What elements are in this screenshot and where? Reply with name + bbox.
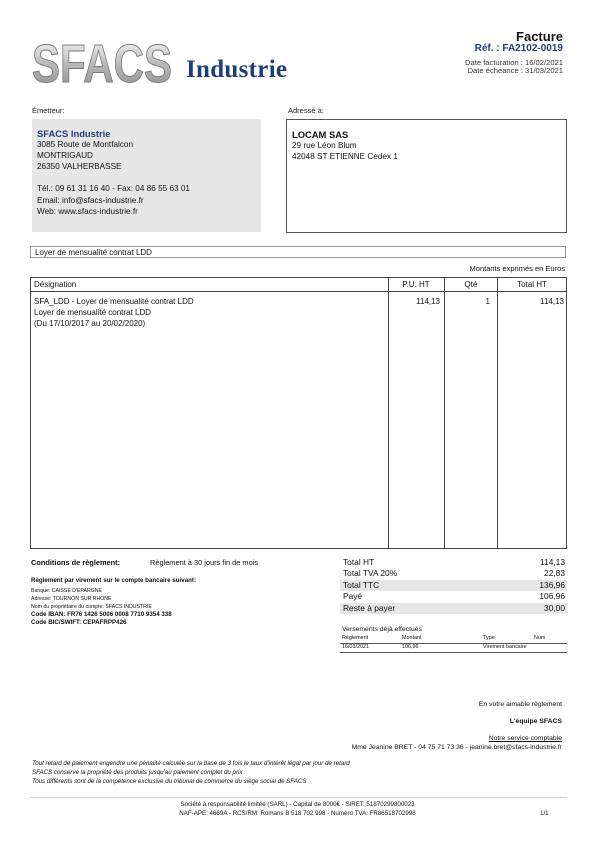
account-owner: Nom du propriétaire du compte: SFACS INDUSTRIE [31, 604, 152, 610]
payment-date: 16/03/2021 [342, 644, 369, 650]
item-description-1: SFA_LDD - Loyer de mensualité contrat LDD [34, 297, 194, 306]
signoff-greeting: En votre aimable règlement [478, 701, 562, 708]
emitter-address-1: 3085 Route de Montfalcon [37, 140, 134, 149]
total-ttc-row [340, 580, 567, 591]
item-quantity: 1 [485, 297, 490, 306]
header-designation: Désignation [34, 280, 77, 289]
invoice-title: Facture [516, 29, 563, 44]
payments-header-num: Num [534, 635, 546, 641]
invoice-date: Date facturation : 16/02/2021 [465, 58, 563, 67]
bank-address: Adresse: TOURNON SUR RHONE [31, 596, 112, 602]
payments-header-type: Type [483, 635, 495, 641]
payment-row [340, 644, 567, 653]
total-tva-value: 22,83 [544, 568, 565, 579]
recipient-label: Adressé à: [288, 106, 324, 115]
signoff-team: L'équipe SFACS [509, 718, 562, 725]
total-ht-value: 114,13 [540, 557, 565, 567]
payments-header-date: Règlement [342, 635, 369, 641]
emitter-address-3: 26350 VALHERBASSE [37, 162, 122, 171]
payments-title: Versements déjà effectués [342, 626, 422, 633]
payments-header-amount: Montant [402, 635, 422, 641]
invoice-subject: Loyer de mensualité contrat LDD [30, 246, 566, 258]
paid-value: 106,96 [539, 591, 565, 602]
logo-industrie-text: Industrie [186, 56, 288, 83]
emitter-phone: Tél.: 09 61 31 16 40 - Fax: 04 86 55 63 01 [37, 184, 190, 193]
emitter-box [32, 119, 261, 232]
payments-header [340, 635, 567, 644]
logo-sfacs-text: SFACS [32, 34, 172, 94]
page-number: 1/1 [540, 810, 549, 817]
total-ttc-value: 136,96 [539, 579, 565, 590]
payment-type: Virement bancaire [483, 644, 527, 650]
recipient-name: LOCAM SAS [292, 129, 349, 140]
line-items-table [30, 277, 567, 549]
iban-code: Code IBAN: FR76 1426 5006 0008 7710 9354 338 [31, 611, 172, 618]
bank-transfer-title: Règlement par virement sur le compte bancaire suivant: [31, 577, 197, 584]
legal-ownership: SFACS conserve la propriété des produits jusqu'au paiement complet du prix [32, 769, 243, 776]
paid-label: Payé [343, 591, 363, 602]
emitter-email: Email: info@sfacs-industrie.fr [37, 196, 144, 205]
item-total: 114,13 [540, 297, 564, 306]
footer-divider [30, 797, 567, 798]
footer-registration: NAF-APE: 4669A - RCS/RM: Romans B 518 702 998 - Numéro TVA: FR86518702998 [179, 810, 416, 817]
signoff-service: Notre service comptable [488, 735, 562, 742]
paid-row [340, 591, 567, 602]
payment-amount: 106,96 [402, 644, 419, 650]
currency-note: Montants exprimés en Euros [469, 264, 565, 273]
total-tva-row [340, 568, 567, 579]
remaining-label: Reste à payer [343, 602, 396, 613]
remaining-value: 30,00 [544, 602, 565, 613]
bic-code: Code BIC/SWIFT: CEPAFRPP426 [31, 619, 127, 626]
emitter-name: SFACS Industrie [37, 128, 111, 139]
legal-late-payment: Tout retard de paiement engendre une pénalité calculée sur la base de 3 fois le taux d'intérêt légal par jour de retard [32, 760, 350, 767]
recipient-address-2: 42048 ST ETIENNE Cedex 1 [292, 152, 398, 161]
signoff-contact: Mme Jeanine BRET - 04 75 71 73 36 - jeanine.bret@sfacs-industrie.fr [351, 744, 562, 751]
item-description-3: (Du 17/10/2017 au 20/02/2020) [34, 319, 146, 328]
due-date: Date échéance : 31/03/2021 [467, 66, 563, 75]
header-total: Total HT [517, 280, 547, 289]
emitter-label: Émetteur: [32, 106, 65, 115]
invoice-reference: Réf. : FA2102-0019 [474, 43, 563, 54]
legal-jurisdiction: Tous différents sont de la compétence exclusive du tribunal de commerce du siège social de SFACS [32, 778, 307, 785]
company-logo [32, 30, 172, 94]
header-unit-price: P.U. HT [402, 280, 430, 289]
emitter-address-2: MONTRIGAUD [37, 151, 93, 160]
item-unit-price: 114,13 [416, 297, 440, 306]
total-ttc-label: Total TTC [343, 579, 380, 590]
recipient-box [286, 119, 567, 233]
total-tva-label: Total TVA 20% [343, 568, 398, 579]
header-quantity: Qté [464, 280, 478, 289]
total-ht-label: Total HT [343, 557, 375, 567]
payment-terms-value: Règlement à 30 jours fin de mois [150, 558, 259, 567]
payment-terms-label: Conditions de règlement: [31, 558, 121, 567]
footer-company-info: Société à responsabilité limitée (SARL) - Capital de 8000€ - SIRET: 51870299800023 [180, 801, 415, 808]
item-description-2: Loyer de mensualité contrat LDD [34, 308, 151, 317]
emitter-website: Web: www.sfacs-industrie.fr [37, 207, 138, 216]
remaining-row [340, 603, 567, 614]
total-ht-row [340, 557, 567, 568]
bank-name: Banque: CAISSE D'EPARGNE [31, 588, 102, 594]
recipient-address-1: 29 rue Léon Blum [292, 141, 357, 150]
